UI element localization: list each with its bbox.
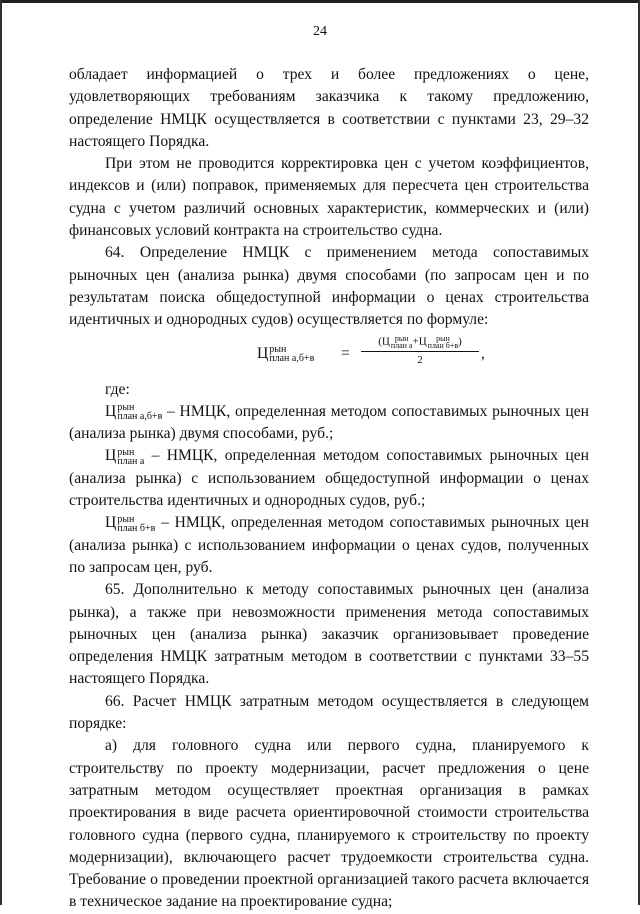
formula-equals: = (341, 344, 350, 362)
page-top-edge (0, 0, 640, 3)
where-label: где: (105, 380, 130, 398)
formula-comma: , (481, 344, 485, 362)
formula-fraction (361, 335, 479, 366)
paragraph-no-correction: При этом не проводится корректировка цен с учетом коэффициентов, индексов и (или) поправок, применяемых для пересчета цен строительства судна с учетом различий основных характеристик, коммерческих и (или) финансовых условий контракта на строительство судна. (69, 155, 589, 240)
paragraph-continuation: обладает информацией о трех и более предложениях о цене, удовлетворяющих требованиям заказчика к такому предложению, определение НМЦК осуществляется в соответствии с пунктами 23, 29–32 настоящего Порядка. (69, 66, 589, 150)
page-number: 24 (313, 24, 327, 39)
definition-total: Ц рын план а,б+в – НМЦК, определенная методом сопоставимых рыночных цен (анализа рынка) двумя способами, руб.; (69, 402, 589, 443)
formula-numerator: (Ц рын план а +Ц рын план б+в ) (361, 335, 479, 352)
paragraph-64: 64. Определение НМЦК с применением метода сопоставимых рыночных цен (анализа рынка) двумя способами (по запросам цен и по результатам поиска общедоступной информации о ценах строительства идентичных и однородных судов) осуществляется по формуле: (69, 244, 589, 329)
paragraph-66: 66. Расчет НМЦК затратным методом осуществляется в следующем порядке: (69, 692, 589, 733)
symbol-a: Ц рын план а (105, 446, 145, 467)
formula (69, 335, 589, 375)
paragraph-66-a: а) для головного судна или первого судна, планируемого к строительству по проекту модернизации, расчет предложения о цене затратным методом осуществляет проектная организация в рамках проектирования в виде расчета ориентировочной стоимости строительства головного судна (первого судна, планируемого к строительству по проекту модернизации), включающего расчет трудоемкости строительства судна. Требование о проведении проектной организацией такого расчета включается в техническое задание на проектирование судна; (69, 737, 589, 911)
document-body (69, 64, 589, 914)
formula-denominator: 2 (417, 353, 423, 366)
paragraph-65: 65. Дополнительно к методу сопоставимых рыночных цен (анализа рынка), а также при невозможности применения метода сопоставимых рыночных цен (анализа рынка) заказчик организовывает проведение определения НМЦК затратным методом в соответствии с пунктами 33–55 настоящего Порядка. (69, 581, 589, 688)
page-left-edge (0, 0, 2, 905)
definition-a: Ц рын план а – НМЦК, определенная методом сопоставимых рыночных цен (анализа рынка) с использованием общедоступной информации о ценах строительства идентичных и однородных судов, руб.; (69, 446, 590, 510)
symbol-total: Ц рын план а,б+в (105, 402, 163, 423)
symbol-bv: Ц рын план б+в (105, 513, 156, 534)
definition-bv: Ц рын план б+в – НМЦК, определенная методом сопоставимых рыночных цен (анализа рынка) с использованием информации о ценах судов, полученных по запросам цен, руб. (69, 513, 589, 576)
formula-lhs: Ц рын план а,б+в (257, 343, 315, 364)
